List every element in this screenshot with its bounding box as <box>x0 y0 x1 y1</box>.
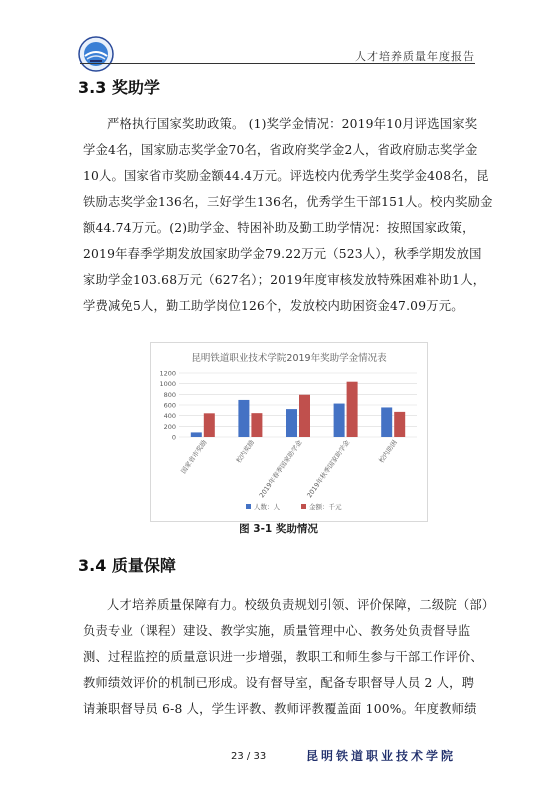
paragraph-line: 10人。国家省市奖励金额44.4万元。评选校内优秀学生奖学金408名，昆 <box>83 169 489 183</box>
x-tick-label: 国家省市奖励 <box>179 438 209 476</box>
x-tick-label: 校内助困 <box>377 438 399 465</box>
x-tick-label: 2019年春季国家助学金 <box>257 438 304 500</box>
y-tick-label: 400 <box>163 412 176 421</box>
y-tick-label: 0 <box>171 433 176 442</box>
bar-count <box>286 409 297 437</box>
school-name-footer: 昆明铁道职业技术学院 <box>306 749 457 763</box>
y-tick-label: 200 <box>163 422 176 431</box>
legend-label: 金额：千元 <box>309 503 342 511</box>
scholarship-bar-chart <box>150 342 428 522</box>
figure-caption: 图 3-1 奖助情况 <box>239 523 318 535</box>
legend-swatch <box>301 504 306 509</box>
paragraph-line: 严格执行国家奖助政策。 (1)奖学金情况：2019年10月评选国家奖 <box>107 117 478 131</box>
section-3-3-paragraph <box>83 111 493 319</box>
school-logo <box>78 36 114 72</box>
y-tick-label: 600 <box>163 401 176 410</box>
paragraph-line: 额44.74万元。(2)助学金、特困补助及勤工助学情况：按照国家政策， <box>83 221 475 235</box>
paragraph-line: 人才培养质量保障有力。校级负责规划引领、评价保障，二级院（部） <box>107 598 495 612</box>
bar-amount <box>251 413 262 437</box>
paragraph-line: 家助学金103.68万元（627名）；2019年度审核发放特殊困难补助1人， <box>83 273 486 287</box>
x-tick-label: 校内奖励 <box>234 438 257 465</box>
paragraph-line: 测、过程监控的质量意识进一步增强，教职工和师生参与干部工作评价、 <box>83 650 483 664</box>
section-heading-3-4: 3.4 质量保障 <box>78 556 176 575</box>
bar-count <box>191 432 202 437</box>
bar-amount <box>347 382 358 437</box>
legend-swatch <box>246 504 251 509</box>
bar-amount <box>204 413 215 437</box>
paragraph-line: 教师绩效评价的机制已形成。设有督导室，配备专职督导人员 2 人，聘 <box>83 676 475 690</box>
paragraph-line: 铁励志奖学金136名，三好学生136名，优秀学生干部151人。校内奖励金 <box>83 195 493 209</box>
section-heading-3-3: 3.3 奖助学 <box>78 78 160 97</box>
y-tick-label: 1200 <box>159 369 176 378</box>
chart-canvas <box>151 343 427 521</box>
section-3-4-paragraph <box>83 592 495 722</box>
bar-count <box>238 400 249 437</box>
paragraph-line: 学金4名，国家励志奖学金70名，省政府奖学金2人，省政府励志奖学金 <box>83 143 478 157</box>
header-divider <box>80 63 475 64</box>
x-tick-label: 2019年秋季国家助学金 <box>305 438 352 500</box>
bar-amount <box>394 412 405 437</box>
chart-title: 昆明铁道职业技术学院2019年奖助学金情况表 <box>191 353 387 364</box>
report-header-title: 人才培养质量年度报告 <box>355 50 475 63</box>
paragraph-line: 负责专业（课程）建设、教学实施，质量管理中心、教务处负责督导监 <box>83 624 471 638</box>
bar-count <box>381 407 392 437</box>
page-number: 23 / 33 <box>231 751 267 762</box>
bar-amount <box>299 395 310 437</box>
paragraph-line: 学费减免5人，勤工助学岗位126个，发放校内助困资金47.09万元。 <box>83 299 464 313</box>
legend-label: 人数：人 <box>254 503 280 511</box>
paragraph-line: 2019年春季学期发放国家助学金79.22万元（523人），秋季学期发放国 <box>83 247 482 261</box>
bar-count <box>334 404 345 437</box>
y-tick-label: 1000 <box>159 380 176 389</box>
paragraph-line: 请兼职督导员 6-8 人，学生评教、教师评教覆盖面 100%。年度教师绩 <box>83 702 477 716</box>
y-tick-label: 800 <box>163 390 176 399</box>
